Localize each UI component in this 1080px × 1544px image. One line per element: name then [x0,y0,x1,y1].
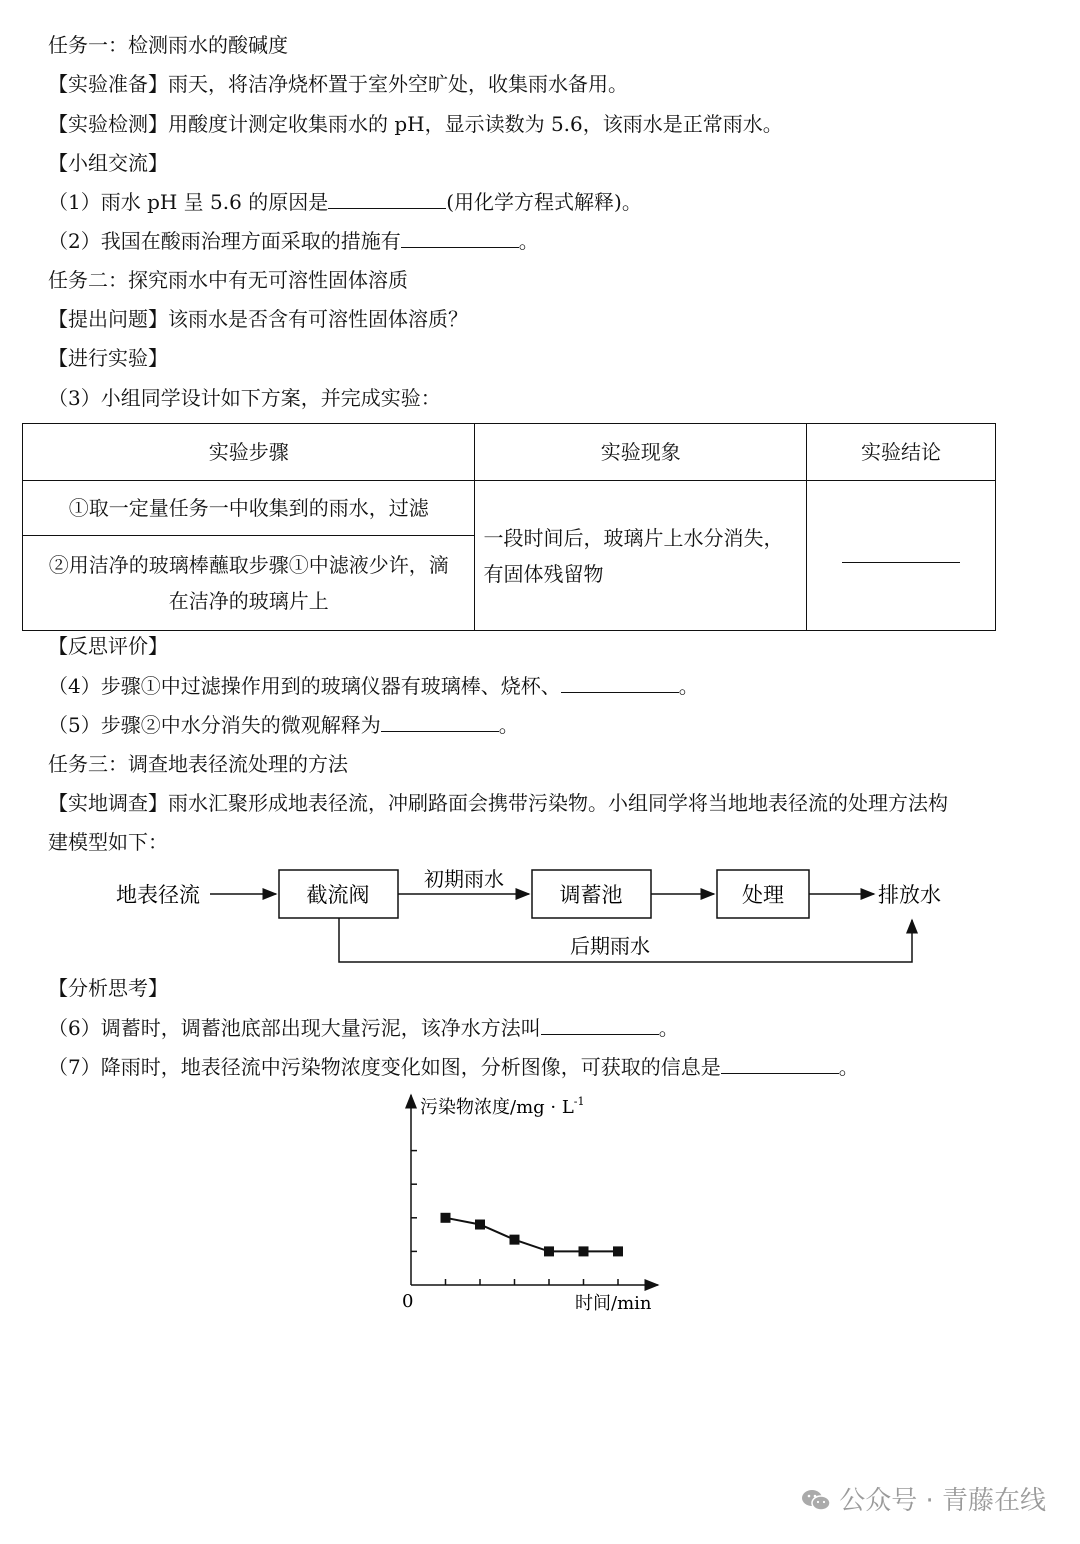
chart-y-label: 污染物浓度$/mg \cdot L^{-1}$ [420,1095,585,1118]
conduct-experiment-heading: 【进行实验】 [48,346,168,370]
question-1 [48,188,642,216]
reflection-heading: 【反思评价】 [48,634,168,658]
late-rain-label: 后期雨水 [570,934,650,958]
table-phenomenon-line1: 一段时间后，玻璃片上水分消失， [483,525,784,550]
table-phenomenon-line2: 有固体残留物 [483,561,604,586]
answer-blank-4[interactable] [561,672,679,693]
chart-data-point [579,1246,589,1256]
chart-data-point [544,1246,554,1256]
table-header-conclusion: 实验结论 [807,424,996,481]
task1-title: 任务一：检测雨水的酸碱度 [48,33,288,57]
question-7-text: （7）降雨时，地表径流中污染物浓度变化如图，分析图像，可获取的信息是 [48,1055,721,1079]
valve-label: 截流阀 [306,883,370,907]
field-survey-line1: 【实地调查】雨水汇聚形成地表径流，冲刷路面会携带污染物。小组同学将当地地表径流的处理方法构 [48,791,948,815]
answer-blank-1[interactable] [328,188,446,209]
question-6-text: （6）调蓄时，调蓄池底部出现大量污泥，该净水方法叫 [48,1016,541,1040]
question-3: （3）小组同学设计如下方案，并完成实验： [48,386,441,410]
question-4 [48,672,699,700]
watermark [801,1480,1046,1517]
answer-blank-5[interactable] [381,711,499,732]
question-6-suffix: 。 [658,1016,679,1040]
watermark-text: 公众号 · 青藤在线 [839,1486,1046,1516]
experiment-detect: 【实验检测】用酸度计测定收集雨水的 pH，显示读数为 5.6，该雨水是正常雨水。 [48,112,783,136]
chart-series-line [446,1218,619,1252]
pool-label: 调蓄池 [559,883,623,907]
wechat-icon [801,1488,831,1512]
chart-data-point [475,1220,485,1230]
chart-x-label: 时间/min [575,1293,652,1314]
question-4-suffix: 。 [678,674,699,698]
question-1-suffix: (用化学方程式解释)。 [446,190,642,214]
question-2-suffix: 。 [518,229,539,253]
question-7-suffix: 。 [838,1055,859,1079]
table-step-2-line1: ②用洁净的玻璃棒蘸取步骤①中滤液少许，滴 [48,553,449,577]
group-discussion-heading: 【小组交流】 [48,151,168,175]
answer-blank-conclusion[interactable] [842,542,960,563]
question-4-text: （4）步骤①中过滤操作用到的玻璃仪器有玻璃棒、烧杯、 [48,674,561,698]
analysis-heading: 【分析思考】 [48,976,168,1000]
table-phenomenon-cell [475,481,807,631]
runoff-flow-diagram [0,860,1080,970]
question-6 [48,1014,679,1042]
early-rain-label: 初期雨水 [424,867,504,891]
answer-blank-2[interactable] [401,227,519,248]
answer-blank-7[interactable] [721,1053,839,1074]
question-2 [48,227,539,255]
table-conclusion-cell [807,481,996,631]
answer-blank-6[interactable] [541,1014,659,1035]
discharge-label: 排放水 [878,883,941,907]
chart-data-point [510,1235,520,1245]
pollutant-concentration-chart [390,1085,690,1325]
treatment-label: 处理 [742,883,784,907]
task3-title: 任务三：调查地表径流处理的方法 [48,752,348,776]
flow-source-label: 地表径流 [116,883,200,907]
chart-origin-label: 0 [402,1291,414,1312]
question-5-text: （5）步骤②中水分消失的微观解释为 [48,713,381,737]
table-header-steps: 实验步骤 [23,424,475,481]
field-survey-line2: 建模型如下： [48,830,168,854]
raise-question: 【提出问题】该雨水是否含有可溶性固体溶质？ [48,307,468,331]
chart-data-point [441,1213,451,1223]
question-1-text: （1）雨水 pH 呈 5.6 的原因是 [48,190,329,214]
experiment-prep: 【实验准备】雨天，将洁净烧杯置于室外空旷处，收集雨水备用。 [48,72,628,96]
question-7 [48,1053,859,1081]
chart-data-point [613,1246,623,1256]
table-step-2 [23,536,475,631]
task2-title: 任务二：探究雨水中有无可溶性固体溶质 [48,268,408,292]
table-step-2-line2: 在洁净的玻璃片上 [168,589,329,613]
question-5-suffix: 。 [498,713,519,737]
table-header-phenomenon: 实验现象 [475,424,807,481]
experiment-table [22,423,996,631]
table-step-1: ①取一定量任务一中收集到的雨水，过滤 [23,481,475,536]
question-2-text: （2）我国在酸雨治理方面采取的措施有 [48,229,401,253]
question-5 [48,711,519,739]
